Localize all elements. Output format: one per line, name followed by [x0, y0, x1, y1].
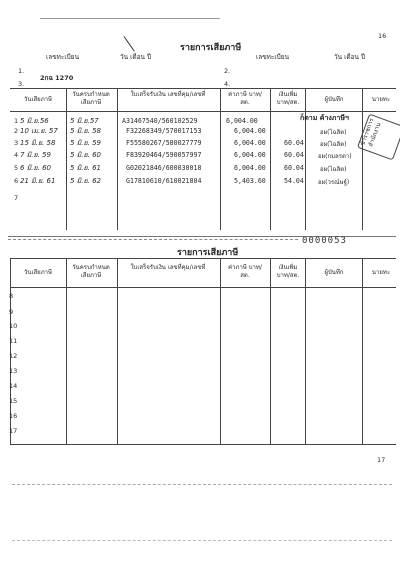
row-tax: 6,004.00: [234, 127, 266, 135]
bottom-row-num-9: 9: [9, 308, 14, 316]
row-receipt: G17810610/610021804: [126, 177, 202, 185]
row-recorder: อผ(ไฉลิต): [320, 141, 347, 148]
bottom-row-num-10: 10: [9, 322, 18, 330]
footer-dashed-line: [12, 484, 392, 485]
reg-row-3-num: 3.: [18, 80, 25, 88]
stamp: ก็ตาม ค้างภาษีฯ: [300, 114, 349, 122]
row-tax: 6,004.00: [226, 117, 258, 125]
row-receipt: G02021846/600030018: [126, 164, 202, 172]
row-surcharge: 60.04: [284, 151, 304, 159]
row-num: 7: [14, 194, 19, 202]
row-tax: 6,004.00: [234, 164, 266, 172]
row-num: 2: [14, 127, 19, 135]
row-num: 3: [14, 139, 19, 147]
row-due-date: 5 มิ.ย. 59: [70, 139, 101, 147]
bottom-row-num-8: 8: [9, 292, 14, 300]
bottom-row-num-11: 11: [9, 337, 18, 345]
row-due-date: 5 มิ.ย.57: [70, 117, 99, 125]
side-stamp: ข้าราชการ สำนักงาน: [357, 114, 400, 161]
row-num: 4: [14, 151, 19, 159]
footer-dashed-line-2: [12, 540, 392, 541]
bottom-row-num-16: 16: [9, 412, 18, 420]
diagonal-pen-mark: [124, 36, 135, 51]
row-tax: 6,004.00: [234, 139, 266, 147]
row-receipt: F32268349/570017153: [126, 127, 202, 135]
row-receipt: F83920464/590057997: [126, 151, 202, 159]
reg-label-left: เลขทะเบียน: [46, 53, 80, 61]
top-section-title: รายการเสียภาษี: [180, 43, 242, 53]
date-label-left: วัน เดือน ปี: [120, 53, 152, 61]
page-number-top: 16: [378, 32, 387, 40]
row-receipt: A31467540/560102529: [122, 117, 198, 125]
row-surcharge: 54.04: [284, 177, 304, 185]
header-tax-date: วันเสียภาษี: [24, 96, 52, 103]
bottom-header-tax-amount: ค่าภาษี บาท/สต.: [228, 264, 262, 279]
bottom-row-num-17: 17: [9, 427, 18, 435]
section-divider-dotted: [8, 239, 298, 240]
row-recorder: อผ(วรณ์ษฐ์): [318, 179, 350, 186]
row-surcharge: 60.04: [284, 164, 304, 172]
bottom-header-tax-date: วันเสียภาษี: [24, 269, 52, 276]
row-surcharge: 60.04: [284, 139, 304, 147]
header-due-date: วันครบกำหนด เสียภาษี: [72, 91, 110, 106]
bottom-header-receipt: ใบเสร็จรับเงิน เลขที่คุม/เลขที่: [130, 264, 206, 271]
reg-label-right: เลขทะเบียน: [256, 53, 290, 61]
row-num: 6: [14, 177, 19, 185]
row-num: 1: [14, 117, 19, 125]
row-tax-date: 6 มิ.ย. 60: [20, 164, 51, 172]
header-receipt: ใบเสร็จรับเงิน เลขที่คุม/เลขที่: [130, 91, 206, 98]
header-tax-amount: ค่าภาษี บาท/สต.: [228, 91, 262, 106]
reg-row-4-num: 4.: [224, 80, 231, 88]
bottom-header-surcharge: เงินเพิ่ม บาท/สต.: [276, 264, 300, 279]
row-due-date: 5 มิ.ย. 58: [70, 127, 101, 135]
reg-row-2-num: 2.: [224, 67, 231, 75]
bottom-row-num-15: 15: [9, 397, 18, 405]
row-tax-date: 15 มิ.ย. 58: [20, 139, 56, 147]
bottom-row-num-14: 14: [9, 382, 18, 390]
bottom-row-num-12: 12: [9, 352, 18, 360]
header-recorder: ผู้บันทึก: [324, 96, 344, 103]
row-due-date: 5 มิ.ย. 62: [70, 177, 101, 185]
row-due-date: 5 มิ.ย. 61: [70, 164, 101, 172]
row-tax: 5,403.60: [234, 177, 266, 185]
row-recorder: อผ(ไฉลิต): [320, 129, 347, 136]
row-tax-date: 10 เม.ย. 57: [20, 127, 58, 135]
bottom-section-title: รายการเสียภาษี: [177, 248, 239, 258]
header-surcharge: เงินเพิ่ม บาท/สต.: [276, 91, 300, 106]
bottom-header-registrar: นายทะ: [371, 269, 391, 276]
page-number-bottom: 17: [377, 456, 386, 464]
row-tax: 6,004.00: [234, 151, 266, 159]
row-tax-date: 21 มิ.ย. 61: [20, 177, 56, 185]
date-label-right: วัน เดือน ปี: [334, 53, 366, 61]
header-registrar: นายทะ: [371, 96, 391, 103]
top-border-line: [40, 18, 220, 19]
row-tax-date: 7 มิ.ย. 59: [20, 151, 51, 159]
serial-fragment: 0000053: [302, 236, 347, 246]
bottom-row-num-13: 13: [9, 367, 18, 375]
reg-row-1-value: 2กฉ 1270: [40, 74, 74, 82]
row-tax-date: 5 มิ.ย.56: [20, 117, 49, 125]
row-num: 5: [14, 164, 19, 172]
bottom-header-recorder: ผู้บันทึก: [324, 269, 344, 276]
row-recorder: อผ(กมลรตา): [318, 153, 352, 160]
row-receipt: F55580267/580027779: [126, 139, 202, 147]
row-recorder: อผ(ไฉลิต): [320, 166, 347, 173]
row-due-date: 5 มิ.ย. 60: [70, 151, 101, 159]
reg-row-1-num: 1.: [18, 67, 25, 75]
bottom-header-due-date: วันครบกำหนด เสียภาษี: [72, 264, 110, 279]
